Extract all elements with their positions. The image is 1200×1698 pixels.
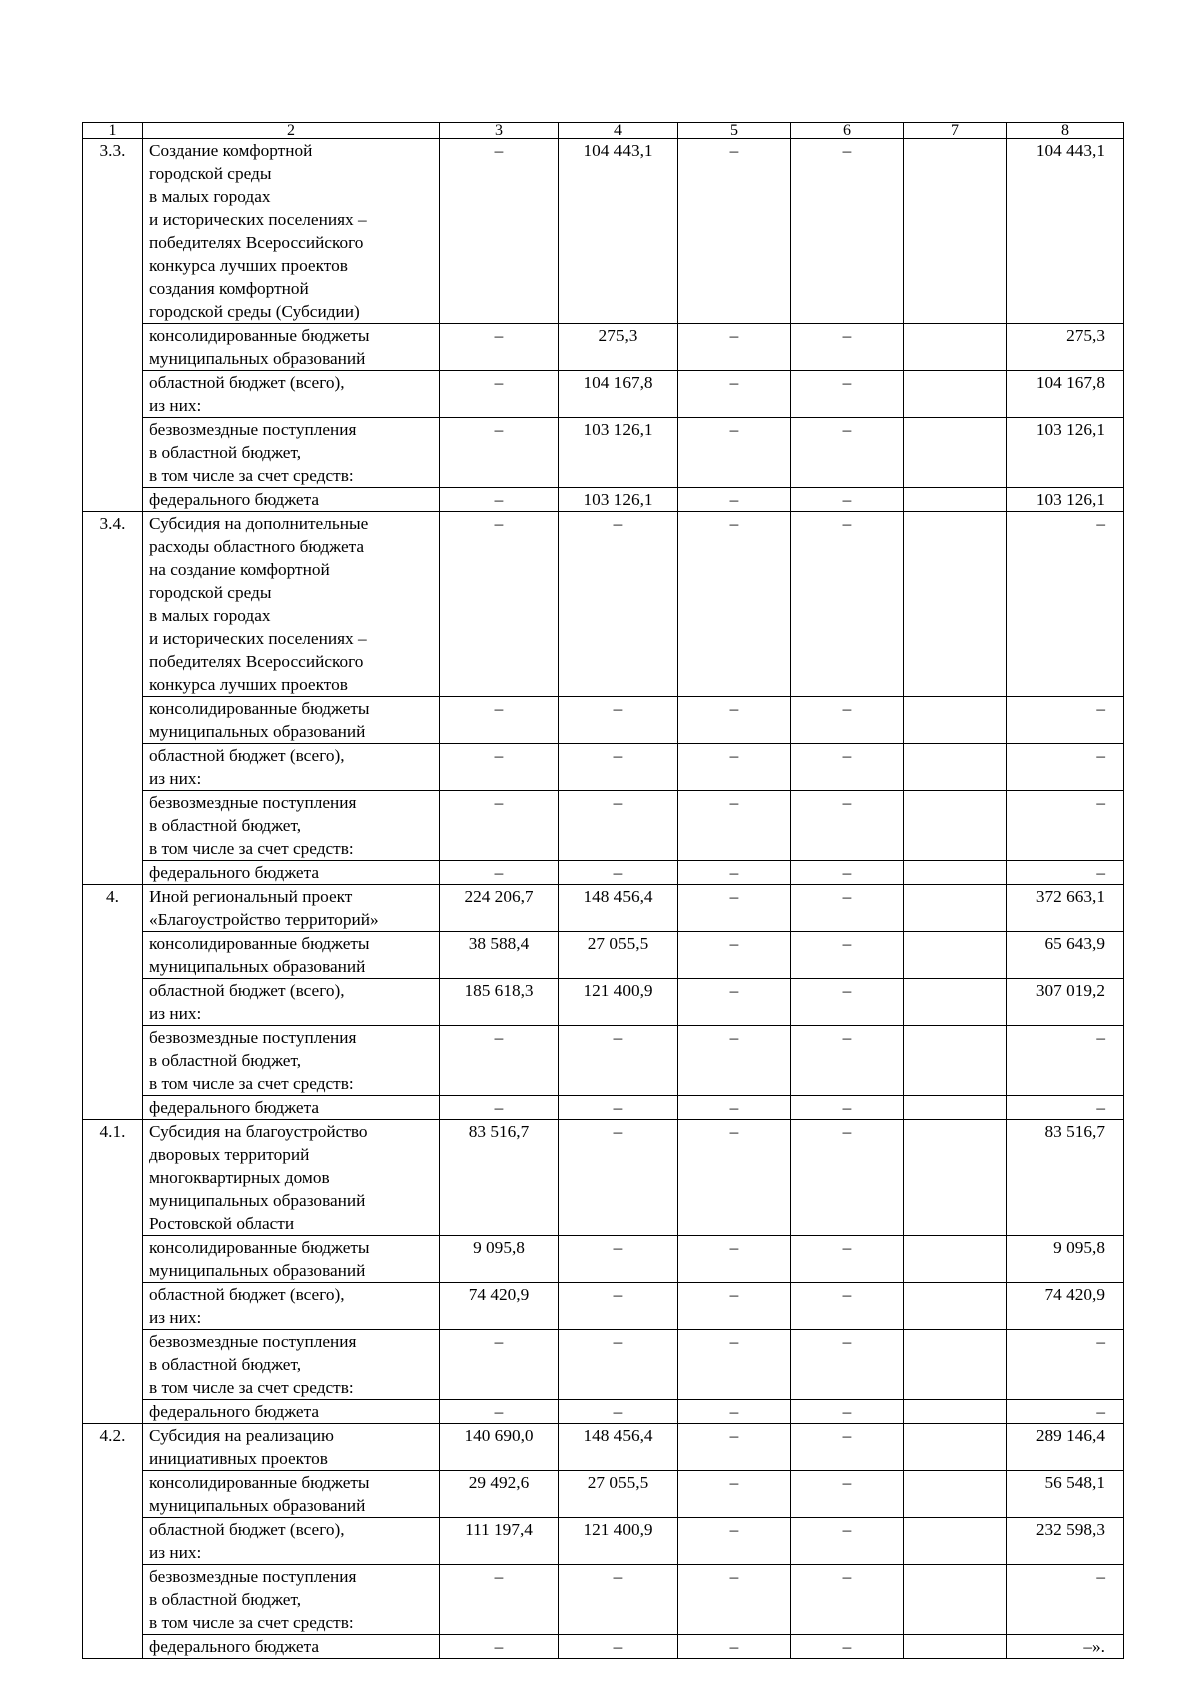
row-name-line: дворовых территорий [149,1145,310,1164]
row-name [143,1236,440,1283]
value-cell-4: 148 456,4 [559,1424,678,1471]
value-cell-7 [904,697,1007,744]
row-name [143,861,440,885]
row-name-line: безвозмездные поступления [149,1028,357,1047]
section-code: 4.1. [83,1120,143,1424]
value-cell-5: – [678,139,791,324]
value-cell-4: – [559,744,678,791]
table-row [83,979,1124,1026]
row-name-line: многоквартирных домов [149,1168,330,1187]
row-name-line: в малых городах [149,187,271,206]
value-cell-6: – [791,1424,904,1471]
value-cell-6: – [791,324,904,371]
value-cell-4: 148 456,4 [559,885,678,932]
row-name-line: федерального бюджета [149,863,320,882]
row-name [143,1283,440,1330]
value-cell-5: – [678,1518,791,1565]
header-row [83,123,1124,139]
value-cell-5: – [678,979,791,1026]
row-name-line: «Благоустройство территорий» [149,910,379,929]
value-cell-6: – [791,512,904,697]
value-cell-4: 27 055,5 [559,932,678,979]
row-name-line: областной бюджет (всего), [149,981,345,1000]
table-row [83,1026,1124,1096]
value-cell-7 [904,1236,1007,1283]
value-cell-7 [904,861,1007,885]
header-cell-8: 8 [1007,123,1124,139]
header-cell-3: 3 [440,123,559,139]
value-cell-4: – [559,1283,678,1330]
value-cell-3: – [440,1026,559,1096]
value-cell-6: – [791,1471,904,1518]
table-row [83,791,1124,861]
row-name-line: областной бюджет (всего), [149,746,345,765]
row-name-line: муниципальных образований [149,1496,366,1515]
section-code: 3.3. [83,139,143,512]
row-name-line: федерального бюджета [149,1637,320,1656]
row-name [143,1424,440,1471]
value-cell-4: – [559,1400,678,1424]
row-name-line: областной бюджет (всего), [149,373,345,392]
row-name-line: федерального бюджета [149,490,320,509]
value-cell-3: – [440,139,559,324]
value-cell-7 [904,1026,1007,1096]
value-cell-5: – [678,371,791,418]
value-cell-8: 103 126,1 [1007,418,1124,488]
value-cell-6: – [791,1400,904,1424]
value-cell-7 [904,139,1007,324]
value-cell-4: – [559,1120,678,1236]
value-cell-6: – [791,1120,904,1236]
row-name-line: консолидированные бюджеты [149,934,370,953]
value-cell-3: – [440,861,559,885]
value-cell-8: 275,3 [1007,324,1124,371]
value-cell-6: – [791,1236,904,1283]
value-cell-3: – [440,324,559,371]
row-name-line: в областной бюджет, [149,1051,302,1070]
row-name-line: из них: [149,769,202,788]
row-name-line: консолидированные бюджеты [149,699,370,718]
row-name-line: из них: [149,1004,202,1023]
row-name [143,1471,440,1518]
row-name-line: городской среды (Субсидии) [149,302,360,321]
row-name [143,371,440,418]
value-cell-8: 289 146,4 [1007,1424,1124,1471]
value-cell-8: 307 019,2 [1007,979,1124,1026]
row-name [143,418,440,488]
row-name [143,1400,440,1424]
table-row [83,1565,1124,1635]
header-cell-5: 5 [678,123,791,139]
value-cell-8: – [1007,1096,1124,1120]
value-cell-7 [904,1518,1007,1565]
table-row [83,1635,1124,1659]
row-name [143,324,440,371]
row-name-line: в том числе за счет средств: [149,1074,354,1093]
value-cell-4: 275,3 [559,324,678,371]
budget-table [82,122,1124,1659]
value-cell-7 [904,1120,1007,1236]
value-cell-7 [904,1400,1007,1424]
row-name-line: муниципальных образований [149,722,366,741]
value-cell-8: – [1007,512,1124,697]
value-cell-5: – [678,932,791,979]
row-name-line: конкурса лучших проектов [149,256,348,275]
table-row [83,139,1124,324]
value-cell-4: – [559,1330,678,1400]
value-cell-5: – [678,1424,791,1471]
table-row [83,1400,1124,1424]
value-cell-5: – [678,861,791,885]
table-row [83,324,1124,371]
value-cell-4: – [559,1026,678,1096]
row-name-line: в малых городах [149,606,271,625]
row-name-line: в областной бюджет, [149,1355,302,1374]
value-cell-7 [904,418,1007,488]
table-row [83,418,1124,488]
value-cell-4: 103 126,1 [559,418,678,488]
table-row [83,488,1124,512]
value-cell-8: – [1007,861,1124,885]
row-name-line: конкурса лучших проектов [149,675,348,694]
value-cell-8: 372 663,1 [1007,885,1124,932]
row-name [143,139,440,324]
value-cell-6: – [791,697,904,744]
table-row [83,1236,1124,1283]
row-name-line: безвозмездные поступления [149,1332,357,1351]
section-code: 4.2. [83,1424,143,1659]
value-cell-3: – [440,1635,559,1659]
value-cell-8: – [1007,1565,1124,1635]
value-cell-4: 103 126,1 [559,488,678,512]
value-cell-7 [904,512,1007,697]
value-cell-3: – [440,371,559,418]
value-cell-5: – [678,1236,791,1283]
value-cell-3: 140 690,0 [440,1424,559,1471]
row-name-line: безвозмездные поступления [149,1567,357,1586]
header-cell-4: 4 [559,123,678,139]
value-cell-5: – [678,885,791,932]
value-cell-8: 104 167,8 [1007,371,1124,418]
value-cell-5: – [678,1565,791,1635]
value-cell-4: – [559,1635,678,1659]
value-cell-5: – [678,1635,791,1659]
table-row [83,1330,1124,1400]
row-name-line: из них: [149,1543,202,1562]
row-name-line: в том числе за счет средств: [149,466,354,485]
value-cell-4: – [559,697,678,744]
value-cell-3: 29 492,6 [440,1471,559,1518]
value-cell-3: – [440,697,559,744]
row-name-line: безвозмездные поступления [149,420,357,439]
value-cell-5: – [678,418,791,488]
value-cell-8: 83 516,7 [1007,1120,1124,1236]
value-cell-6: – [791,371,904,418]
value-cell-6: – [791,1330,904,1400]
value-cell-3: – [440,1330,559,1400]
value-cell-6: – [791,139,904,324]
value-cell-7 [904,1330,1007,1400]
value-cell-6: – [791,1283,904,1330]
value-cell-4: 121 400,9 [559,1518,678,1565]
row-name-line: и исторических поселениях – [149,629,367,648]
row-name-line: из них: [149,1308,202,1327]
value-cell-7 [904,932,1007,979]
table-row [83,932,1124,979]
section-code: 3.4. [83,512,143,885]
row-name-line: Создание комфортной [149,141,313,160]
table-row [83,1283,1124,1330]
table-row [83,1424,1124,1471]
value-cell-7 [904,1565,1007,1635]
header-cell-6: 6 [791,123,904,139]
row-name [143,1565,440,1635]
value-cell-7 [904,1283,1007,1330]
header-cell-2: 2 [143,123,440,139]
value-cell-6: – [791,979,904,1026]
row-name-line: областной бюджет (всего), [149,1285,345,1304]
value-cell-8: 103 126,1 [1007,488,1124,512]
row-name-line: в том числе за счет средств: [149,839,354,858]
value-cell-5: – [678,488,791,512]
value-cell-6: – [791,1565,904,1635]
value-cell-5: – [678,697,791,744]
value-cell-6: – [791,1518,904,1565]
value-cell-3: 9 095,8 [440,1236,559,1283]
row-name-line: из них: [149,396,202,415]
row-name [143,1120,440,1236]
row-name [143,885,440,932]
value-cell-8: 232 598,3 [1007,1518,1124,1565]
value-cell-3: – [440,1565,559,1635]
value-cell-6: – [791,885,904,932]
row-name-line: консолидированные бюджеты [149,326,370,345]
value-cell-7 [904,791,1007,861]
row-name-line: муниципальных образований [149,1191,366,1210]
row-name-line: Иной региональный проект [149,887,353,906]
value-cell-3: – [440,791,559,861]
value-cell-5: – [678,1471,791,1518]
row-name-line: в том числе за счет средств: [149,1378,354,1397]
value-cell-8: – [1007,697,1124,744]
value-cell-3: 74 420,9 [440,1283,559,1330]
value-cell-6: – [791,418,904,488]
value-cell-8: – [1007,1330,1124,1400]
row-name [143,1635,440,1659]
value-cell-3: – [440,1096,559,1120]
row-name-line: и исторических поселениях – [149,210,367,229]
row-name-line: инициативных проектов [149,1449,328,1468]
table-row [83,1471,1124,1518]
value-cell-8: – [1007,1400,1124,1424]
value-cell-6: – [791,488,904,512]
value-cell-4: – [559,1236,678,1283]
value-cell-7 [904,1471,1007,1518]
row-name [143,488,440,512]
value-cell-8: –». [1007,1635,1124,1659]
value-cell-5: – [678,1120,791,1236]
value-cell-8: 65 643,9 [1007,932,1124,979]
value-cell-6: – [791,861,904,885]
value-cell-4: 104 167,8 [559,371,678,418]
value-cell-3: 224 206,7 [440,885,559,932]
table-row [83,371,1124,418]
value-cell-3: 185 618,3 [440,979,559,1026]
value-cell-6: – [791,1026,904,1096]
row-name-line: городской среды [149,164,272,183]
row-name-line: консолидированные бюджеты [149,1238,370,1257]
value-cell-5: – [678,324,791,371]
row-name-line: Субсидия на дополнительные [149,514,369,533]
row-name-line: в областной бюджет, [149,1590,302,1609]
header-cell-1: 1 [83,123,143,139]
value-cell-8: 104 443,1 [1007,139,1124,324]
row-name-line: победителях Всероссийского [149,233,364,252]
table-row [83,512,1124,697]
value-cell-5: – [678,744,791,791]
row-name-line: муниципальных образований [149,349,366,368]
value-cell-7 [904,488,1007,512]
value-cell-6: – [791,791,904,861]
table-row [83,1096,1124,1120]
value-cell-7 [904,324,1007,371]
row-name-line: в том числе за счет средств: [149,1613,354,1632]
value-cell-7 [904,744,1007,791]
value-cell-7 [904,885,1007,932]
value-cell-5: – [678,1283,791,1330]
row-name-line: федерального бюджета [149,1402,320,1421]
value-cell-6: – [791,1635,904,1659]
value-cell-8: 9 095,8 [1007,1236,1124,1283]
row-name [143,512,440,697]
table-row [83,861,1124,885]
value-cell-4: 104 443,1 [559,139,678,324]
table-row [83,1518,1124,1565]
row-name [143,697,440,744]
value-cell-3: 111 197,4 [440,1518,559,1565]
value-cell-4: – [559,1096,678,1120]
value-cell-7 [904,1635,1007,1659]
value-cell-3: – [440,512,559,697]
value-cell-6: – [791,744,904,791]
row-name [143,791,440,861]
row-name [143,1096,440,1120]
value-cell-3: – [440,488,559,512]
row-name-line: на создание комфортной [149,560,330,579]
value-cell-7 [904,1096,1007,1120]
value-cell-5: – [678,791,791,861]
row-name-line: консолидированные бюджеты [149,1473,370,1492]
value-cell-8: – [1007,1026,1124,1096]
row-name-line: городской среды [149,583,272,602]
row-name [143,1026,440,1096]
table-row [83,1120,1124,1236]
row-name-line: федерального бюджета [149,1098,320,1117]
row-name [143,979,440,1026]
table-row [83,885,1124,932]
header-cell-7: 7 [904,123,1007,139]
row-name-line: в областной бюджет, [149,816,302,835]
row-name-line: победителях Всероссийского [149,652,364,671]
table-row [83,744,1124,791]
row-name-line: Субсидия на благоустройство [149,1122,368,1141]
value-cell-3: – [440,418,559,488]
value-cell-8: 56 548,1 [1007,1471,1124,1518]
table-body [83,123,1124,1659]
row-name [143,744,440,791]
value-cell-8: 74 420,9 [1007,1283,1124,1330]
row-name-line: муниципальных образований [149,1261,366,1280]
row-name-line: муниципальных образований [149,957,366,976]
section-code: 4. [83,885,143,1120]
value-cell-4: – [559,1565,678,1635]
document-page [82,122,1124,1659]
value-cell-6: – [791,932,904,979]
value-cell-4: – [559,791,678,861]
row-name-line: Субсидия на реализацию [149,1426,334,1445]
value-cell-3: – [440,744,559,791]
value-cell-5: – [678,512,791,697]
value-cell-3: – [440,1400,559,1424]
value-cell-4: 121 400,9 [559,979,678,1026]
value-cell-4: 27 055,5 [559,1471,678,1518]
value-cell-6: – [791,1096,904,1120]
row-name [143,1518,440,1565]
row-name [143,932,440,979]
value-cell-3: 38 588,4 [440,932,559,979]
row-name-line: областной бюджет (всего), [149,1520,345,1539]
value-cell-5: – [678,1330,791,1400]
table-row [83,697,1124,744]
value-cell-3: 83 516,7 [440,1120,559,1236]
value-cell-4: – [559,861,678,885]
value-cell-8: – [1007,744,1124,791]
row-name-line: безвозмездные поступления [149,793,357,812]
value-cell-5: – [678,1096,791,1120]
row-name-line: создания комфортной [149,279,309,298]
value-cell-8: – [1007,791,1124,861]
row-name-line: в областной бюджет, [149,443,302,462]
value-cell-7 [904,1424,1007,1471]
row-name-line: расходы областного бюджета [149,537,365,556]
value-cell-5: – [678,1026,791,1096]
row-name-line: Ростовской области [149,1214,295,1233]
value-cell-7 [904,371,1007,418]
row-name [143,1330,440,1400]
value-cell-7 [904,979,1007,1026]
value-cell-5: – [678,1400,791,1424]
value-cell-4: – [559,512,678,697]
